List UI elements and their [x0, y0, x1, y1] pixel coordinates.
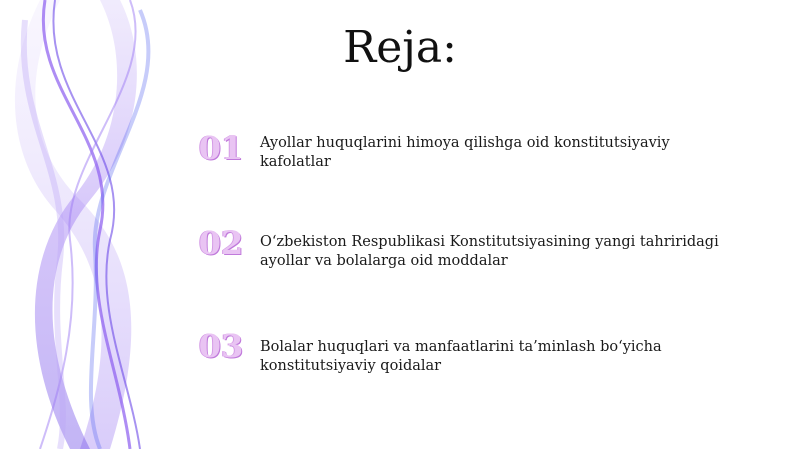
agenda-item-1 [196, 130, 756, 190]
item-number: 02 [198, 224, 244, 262]
slide-title: Reja: [343, 22, 457, 73]
item-number: 03 [198, 327, 244, 365]
agenda-item-2 [196, 225, 756, 285]
item-text: O‘zbekiston Respublikasi Konstitutsiyasining yangi tahriridagi ayollar va bolalarga oid moddalar [260, 234, 719, 269]
item-text: Ayollar huquqlarini himoya qilishga oid konstitutsiyaviy kafolatlar [260, 135, 670, 170]
decorative-ribbon [0, 0, 200, 449]
item-number: 01 [198, 129, 244, 167]
agenda-item-3 [196, 328, 756, 388]
item-text: Bolalar huquqlari va manfaatlarini ta’minlash bo‘yicha konstitutsiyaviy qoidalar [260, 339, 662, 374]
